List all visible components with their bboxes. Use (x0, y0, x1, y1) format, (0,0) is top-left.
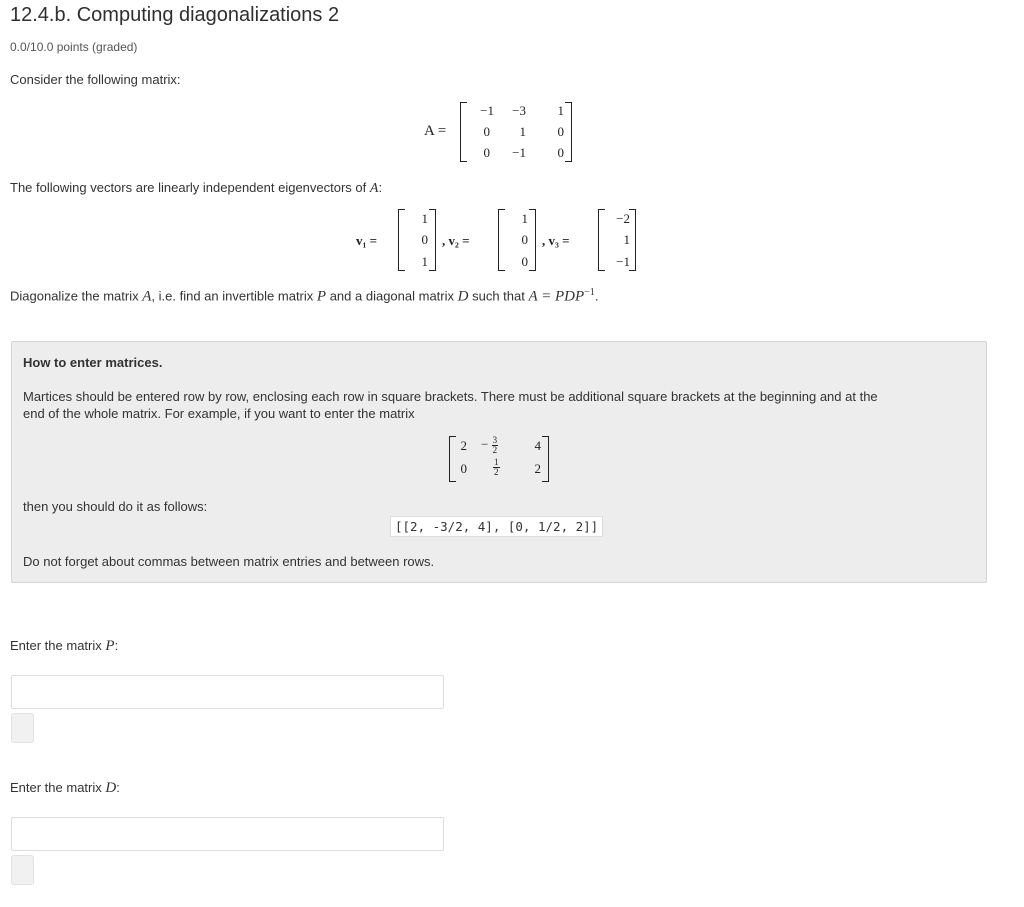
vector-cell: 1 (421, 254, 428, 269)
fraction (492, 436, 499, 455)
task-mid1: , i.e. find an invertible matrix (151, 288, 314, 304)
task-equation: A = PDP (528, 288, 585, 305)
v3-label: , v₃ = (542, 233, 570, 248)
task-text (10, 287, 598, 305)
vector-cell: 1 (421, 211, 428, 226)
vector-cell: 0 (521, 232, 528, 247)
task-var-p: P (316, 288, 327, 305)
fraction (493, 458, 500, 477)
left-bracket (498, 209, 505, 271)
right-bracket (565, 102, 572, 162)
matrix-cell: −1 (480, 103, 494, 118)
example-matrix (449, 436, 549, 482)
fraction-denominator: 2 (492, 445, 498, 455)
eigenvectors-intro (10, 180, 382, 197)
submit-p-button[interactable] (11, 713, 34, 743)
input-p-label (10, 638, 118, 655)
task-mid3: such that (472, 288, 525, 304)
example-cell-frac (493, 458, 507, 477)
eigen-intro-var: A (369, 181, 379, 196)
left-bracket (460, 102, 467, 162)
input-d-colon: : (116, 780, 120, 795)
left-bracket (398, 209, 405, 271)
submit-d-button[interactable] (11, 855, 34, 885)
example-cell-frac (481, 436, 511, 455)
matrix-a (460, 102, 572, 162)
matrix-cell: 0 (483, 145, 490, 160)
vector-v1 (398, 209, 436, 271)
task-exponent: −1 (584, 287, 595, 298)
matrix-a-label: A = (424, 123, 447, 139)
input-p-label-text: Enter the matrix (10, 638, 102, 653)
vector-v2 (498, 209, 536, 271)
v1-label: v₁ = (356, 233, 378, 248)
matrix-cell: −3 (512, 103, 526, 118)
help-heading: How to enter matrices. (23, 355, 163, 370)
eigen-intro-end: : (378, 180, 383, 195)
input-d-var: D (105, 780, 117, 796)
right-bracket (629, 209, 636, 271)
right-bracket (429, 209, 436, 271)
minus-sign: − (481, 436, 489, 452)
matrix-cell: 0 (483, 124, 490, 139)
matrix-cell: −1 (512, 145, 526, 160)
help-para1: Martices should be entered row by row, enclosing each row in square brackets. There must be additional square brackets at the beginning and at the (23, 389, 878, 404)
vector-v3 (598, 209, 636, 271)
fraction-numerator: 3 (492, 435, 498, 445)
fraction-denominator: 2 (494, 467, 499, 477)
input-p-colon: : (114, 638, 119, 653)
right-bracket (542, 436, 549, 482)
problem-title: 12.4.b. Computing diagonalizations 2 (10, 4, 340, 26)
help-para2: end of the whole matrix. For example, if you want to enter the matrix (23, 406, 415, 421)
input-d-label-text: Enter the matrix (10, 780, 102, 795)
matrix-cell: 0 (557, 124, 564, 139)
vector-cell: 0 (421, 232, 428, 247)
vector-cell: −2 (616, 211, 630, 226)
matrix-cell: 0 (557, 145, 564, 160)
task-prefix: Diagonalize the matrix (10, 288, 139, 304)
vector-cell: −1 (616, 254, 630, 269)
example-cell: 4 (534, 438, 541, 453)
matrix-cell: 1 (519, 124, 526, 139)
input-p-var: P (105, 638, 115, 654)
help-box (11, 341, 987, 583)
example-cell: 2 (460, 438, 467, 453)
task-mid2: and a diagonal matrix (329, 288, 455, 304)
fraction-numerator: 1 (494, 457, 499, 467)
vector-cell: 0 (521, 254, 528, 269)
intro-text: Consider the following matrix: (10, 72, 181, 87)
task-end: . (594, 288, 599, 304)
task-var-a: A (142, 288, 152, 305)
points-status: 0.0/10.0 points (graded) (10, 40, 138, 54)
v2-label: , v₂ = (442, 233, 470, 248)
vector-cell: 1 (623, 232, 630, 247)
left-bracket (449, 436, 456, 482)
matrix-cell: 1 (557, 103, 564, 118)
matrix-p-input[interactable] (11, 675, 444, 709)
reminder-text: Do not forget about commas between matrix entries and between rows. (23, 554, 435, 569)
task-var-d: D (457, 288, 469, 305)
example-cell: 0 (460, 461, 467, 476)
example-cell: 2 (534, 461, 541, 476)
code-example: [[2, -3/2, 4], [0, 1/2, 2]] (390, 516, 603, 537)
vector-cell: 1 (521, 211, 528, 226)
input-d-label (10, 780, 120, 797)
eigen-intro-text: The following vectors are linearly independent eigenvectors of (10, 180, 367, 195)
right-bracket (529, 209, 536, 271)
then-text: then you should do it as follows: (23, 499, 208, 514)
matrix-d-input[interactable] (11, 817, 444, 851)
